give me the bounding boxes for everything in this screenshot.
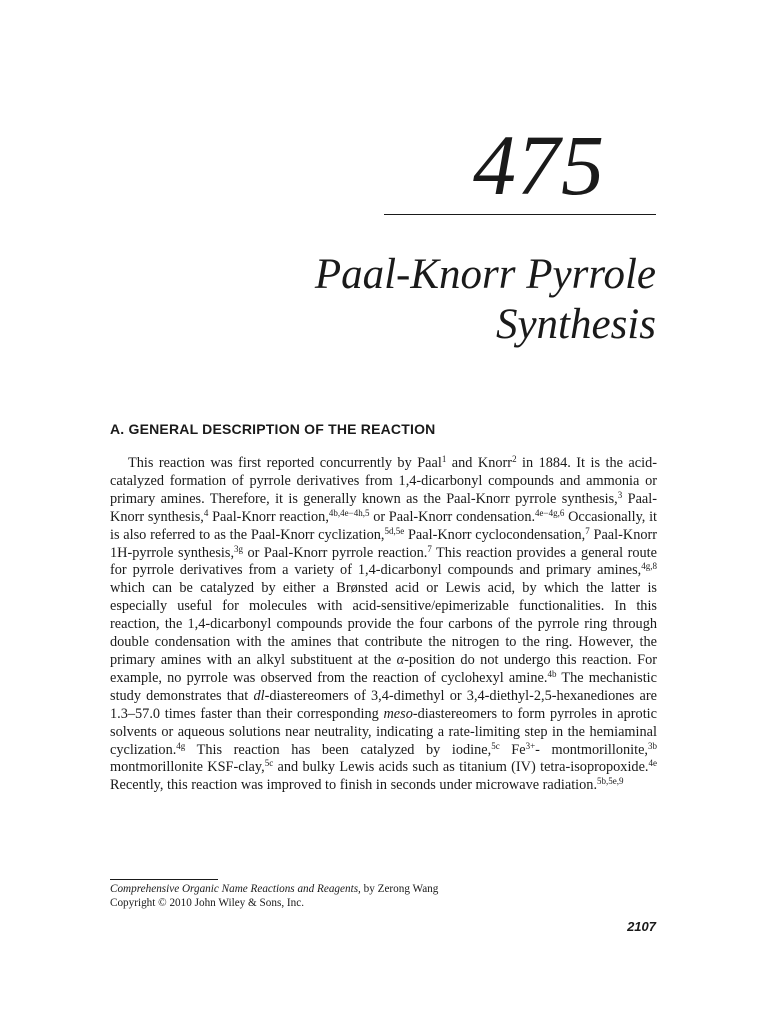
body-paragraph (110, 455, 657, 795)
text-run: This reaction was first reported concurrently by Paal (128, 455, 442, 471)
chapter-rule (384, 214, 656, 215)
text-run: Paal-Knorr synthesis, (110, 490, 658, 525)
reference-superscript: 4g,8 (641, 561, 657, 572)
text-run: and Knorr (446, 455, 513, 471)
italic-term: meso (383, 705, 413, 722)
text-run: Occasionally, it is also referred to as the Paal-Knorr cyclization, (110, 508, 658, 543)
text-run: montmorillonite KSF-clay, (110, 759, 265, 776)
reference-superscript: 4b (547, 668, 557, 679)
section-heading: A. GENERAL DESCRIPTION OF THE REACTION (110, 421, 436, 437)
text-run: Paal-Knorr cyclocondensation, (404, 526, 586, 543)
text-run: The mechanistic study demonstrates that (110, 669, 657, 704)
text-run: and bulky Lewis acids such as titanium (IV) tetra-isopropoxide. (273, 759, 649, 776)
text-run: Fe (499, 741, 526, 758)
chapter-title (315, 250, 656, 350)
italic-term: dl (253, 687, 265, 704)
text-run: This reaction provides a general route for pyrrole derivatives from a variety of 1,4-dicarbonyl compounds and primary amines, (110, 544, 657, 579)
text-run: Paal-Knorr 1H-pyrrole synthesis, (110, 526, 658, 561)
footnote (110, 883, 438, 910)
reference-superscript: 4e (648, 758, 657, 769)
text-run: - montmorillonite, (535, 741, 648, 758)
reference-superscript: 3+ (525, 740, 536, 751)
text-run: -diastereomers of 3,4-dimethyl or 3,4-diethyl-2,5-hexanediones are 1.3–57.0 times faster than their corresponding (110, 687, 657, 722)
chapter-title-line-2: Synthesis (495, 301, 656, 348)
reference-superscript: 2 (512, 454, 517, 464)
reference-superscript: 4b,4e−4h,5 (328, 507, 370, 518)
text-run: or Paal-Knorr condensation. (369, 508, 536, 525)
text-run: or Paal-Knorr pyrrole reaction. (243, 544, 428, 561)
footnote-rule (110, 879, 218, 880)
reference-superscript: 4g (176, 740, 186, 751)
footnote-citation (110, 883, 438, 897)
reference-superscript: 7 (585, 525, 590, 536)
reference-superscript: 3 (617, 489, 623, 500)
text-run: Paal-Knorr reaction, (208, 508, 329, 525)
reference-superscript: 4e−4g,6 (535, 507, 565, 518)
text-run: in 1884. It is the acid-catalyzed formation of pyrrole derivatives from 1,4-dicarbonyl compounds and ammonia or primary amines. Therefore, it is generally known as the Paal-Knorr pyrrole synthesis, (110, 455, 657, 507)
italic-term: α (396, 651, 405, 668)
page-number: 2107 (627, 919, 656, 934)
chapter-title-line-1: Paal-Knorr Pyrrole (314, 251, 656, 298)
text-run: which can be catalyzed by either a Brønsted acid or Lewis acid, by which the latter is especially useful for molecules with acid-sensitive/epimerizable functionalities. In this reaction, the 1,4-dicarbonyl compounds provide the four carbons of the pyrrole ring through double condensation with the amines that contribute the nitrogen to the ring. However, the primary amines with an alkyl substituent at the (110, 580, 657, 668)
reference-superscript: 1 (441, 454, 447, 464)
text-run: -diastereomers to form pyrroles in aprotic solvents or aqueous solutions near neutrality, indicating a rate-limiting step in the hemiaminal cyclization. (110, 705, 657, 758)
footnote-author: by Zerong Wang (360, 883, 439, 895)
reference-superscript: 3g (234, 543, 244, 554)
reference-superscript: 3b (648, 740, 657, 751)
text-run: This reaction has been catalyzed by iodine, (185, 741, 492, 758)
chapter-number: 475 (473, 117, 605, 213)
reference-superscript: 5d,5e (384, 525, 405, 536)
reference-superscript: 4 (203, 507, 209, 518)
text-run: -position do not undergo this reaction. For example, no pyrrole was observed from the reaction of cyclohexyl amine. (110, 651, 657, 686)
reference-superscript: 5c (264, 758, 274, 769)
text-run: Recently, this reaction was improved to finish in seconds under microwave radiation. (110, 777, 598, 794)
reference-superscript: 5b,5e,9 (597, 776, 624, 787)
footnote-book-title: Comprehensive Organic Name Reactions and Reagents, (110, 883, 361, 895)
reference-superscript: 5c (491, 740, 500, 751)
reference-superscript: 7 (427, 543, 432, 554)
footnote-copyright: Copyright © 2010 John Wiley & Sons, Inc. (110, 896, 304, 909)
